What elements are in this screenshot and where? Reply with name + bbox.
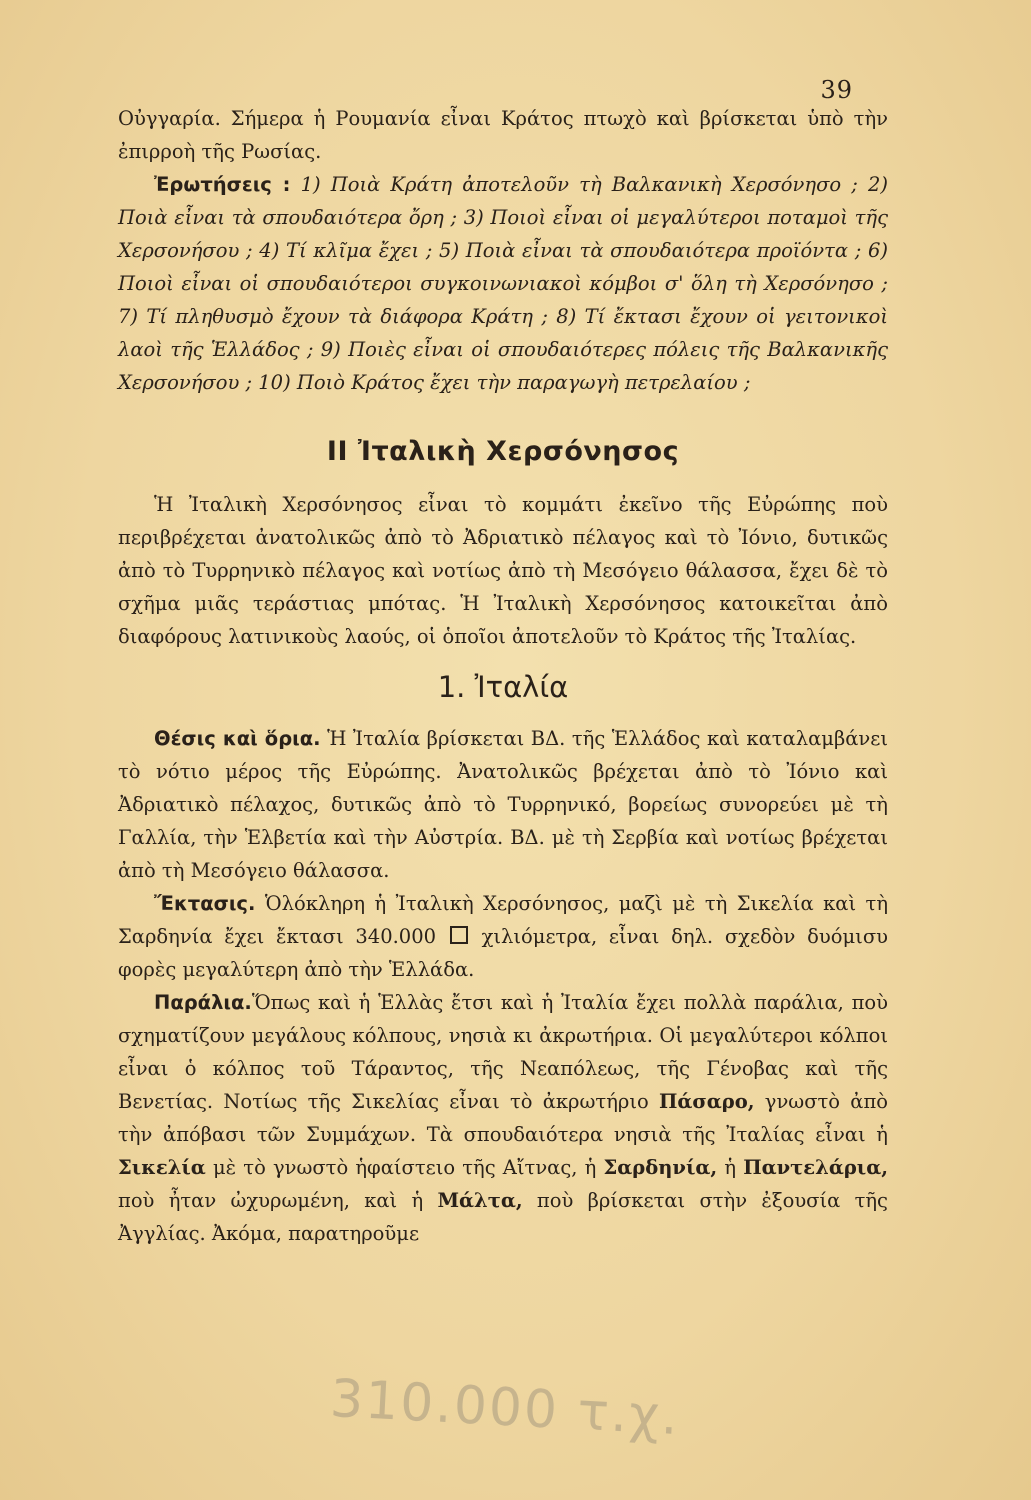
island-sicily: Σικελία bbox=[118, 1156, 206, 1179]
handwritten-note: 310.000 τ.χ. bbox=[328, 1368, 682, 1448]
position-text: Ἡ Ἰταλία βρίσκεται ΒΔ. τῆς Ἑλλάδος καὶ καταλαμβάνει τὸ νότιο μέρος τῆς Εὐρώπης. Ἀνατολικῶς βρέχεται ἀπὸ τὸ Ἰόνιο καὶ Ἀδριατικὸ πέλαχος, δυτικῶς ἀπὸ τὸ Τυρρηνικό, βορείως συνορεύει μὲ τὴ Γαλλία, τὴν Ἑλβετία καὶ τὴν Αὐστρία. ΒΔ. μὲ τὴ Σερβία καὶ νοτίως βρέχεται ἀπὸ τὴ Μεσόγειο θάλασσα. bbox=[118, 727, 888, 882]
area-text-before: Ὁλόκληρη ἡ Ἰταλικὴ Χερσόνησος, μαζὶ μὲ τὴ Σικελία καὶ τὴ Σαρδηνία ἔχει ἔκτασι 340.000 bbox=[118, 892, 888, 948]
island-pantelleria: Παντελάρια, bbox=[743, 1156, 889, 1179]
intro-paragraph: Οὐγγαρία. Σήμερα ἡ Ρουμανία εἶναι Κράτος πτωχὸ καὶ βρίσκεται ὑπὸ τὴν ἐπιρροὴ τῆς Ρωσίας. bbox=[118, 107, 888, 163]
coast-text-4: ἡ bbox=[724, 1156, 737, 1179]
area-heading: Ἔκτασις. bbox=[154, 892, 256, 915]
position-heading: Θέσις καὶ ὅρια. bbox=[154, 727, 321, 750]
questions-text: 1) Ποιὰ Κράτη ἀποτελοῦν τὴ Βαλκανικὴ Χερσόνησο ; 2) Ποιὰ εἶναι τὰ σπουδαιότερα ὄρη ; 3) Ποιοὶ εἶναι οἱ μεγαλύτεροι ποταμοὶ τῆς Χερσονήσου ; 4) Τί κλῖμα ἔχει ; 5) Ποιὰ εἶναι τὰ σπουδαιότερα προϊόντα ; 6) Ποιοὶ εἶναι οἱ σπουδαιότεροι συγκοινωνιακοὶ κόμβοι σ' ὅλη τὴ Χερσόνησο ; 7) Τί πληθυσμὸ ἔχουν τὰ διάφορα Κράτη ; 8) Τί ἔκτασι ἔχουν οἱ γειτονικοὶ λαοὶ τῆς Ἑλλάδος ; 9) Ποιὲς εἶναι οἱ σπουδαιότερες πόλεις τῆς Βαλκανικῆς Χερσονήσου ; 10) Ποιὸ Κράτος ἔχει τὴν παραγωγὴ πετρελαίου ; bbox=[118, 173, 889, 394]
country-title: 1. Ἰταλία bbox=[437, 670, 569, 704]
coast-text-5: ποὺ ἦταν ὠχυρωμένη, καὶ ἡ bbox=[118, 1189, 424, 1212]
section-intro-paragraph: Ἡ Ἰταλικὴ Χερσόνησος εἶναι τὸ κομμάτι ἐκεῖνο τῆς Εὐρώπης ποὺ περιβρέχεται ἀνατολικῶς ἀπὸ τὸ Ἀδριατικὸ πέλαγος καὶ τὸ Ἰόνιο, δυτικῶς ἀπὸ τὸ Τυρρηνικὸ πέλαγος καὶ νοτίως ἀπὸ τὴ Μεσόγειο θάλασσα, ἔχει δὲ τὸ σχῆμα μιᾶς τεράστιας μπότας. Ἡ Ἰταλικὴ Χερσόνησος κατοικεῖται ἀπὸ διαφόρους λατινικοὺς λαούς, οἱ ὁποῖοι ἀποτελοῦν τὸ Κράτος τῆς Ἰταλίας. bbox=[118, 493, 888, 648]
coast-heading: Παράλια. bbox=[154, 991, 252, 1014]
coast-paragraph bbox=[118, 986, 888, 1250]
cape-pasaro: Πάσαρο, bbox=[658, 1090, 755, 1113]
area-paragraph bbox=[118, 887, 888, 986]
square-symbol-icon bbox=[450, 926, 468, 944]
island-malta: Μάλτα, bbox=[437, 1189, 523, 1212]
coast-text-3: μὲ τὸ γνωστὸ ἡφαίστειο τῆς Αἴτνας, ἡ bbox=[212, 1156, 597, 1179]
island-sardinia: Σαρδηνία, bbox=[603, 1156, 718, 1179]
questions-paragraph bbox=[118, 168, 888, 399]
area-text-after: χιλιόμετρα, εἶναι δηλ. σχεδὸν δυόμισυ φορὲς μεγαλύτερη ἀπὸ τὴν Ἑλλάδα. bbox=[118, 925, 888, 981]
coast-text-2: γνωστὸ ἀπὸ τὴν ἀπόβασι τῶν Συμμάχων. Τὰ σπουδαιότερα νησιὰ τῆς Ἰταλίας εἶναι ἡ bbox=[118, 1090, 888, 1146]
page-number: 39 bbox=[820, 76, 853, 104]
page-content bbox=[118, 102, 888, 1250]
questions-heading: Ἐρωτήσεις : bbox=[154, 173, 291, 196]
position-paragraph bbox=[118, 722, 888, 887]
coast-text-6: ποὺ βρίσκεται στὴν ἐξουσία τῆς Ἀγγλίας. Ἀκόμα, παρατηροῦμε bbox=[118, 1189, 888, 1245]
section-title: ΙΙ Ἰταλικὴ Χερσόνησος bbox=[326, 436, 680, 467]
coast-text-1: Ὅπως καὶ ἡ Ἑλλὰς ἔτσι καὶ ἡ Ἰταλία ἔχει πολλὰ παράλια, ποὺ σχηματίζουν μεγάλους κόλπους, νησιὰ κι ἀκρωτήρια. Οἱ μεγαλύτεροι κόλποι εἶναι ὁ κόλπος τοῦ Τάραντος, τῆς Νεαπόλεως, τῆς Γένοβας καὶ τῆς Βενετίας. Νοτίως τῆς Σικελίας εἶναι τὸ ἀκρωτήριο bbox=[118, 991, 888, 1113]
